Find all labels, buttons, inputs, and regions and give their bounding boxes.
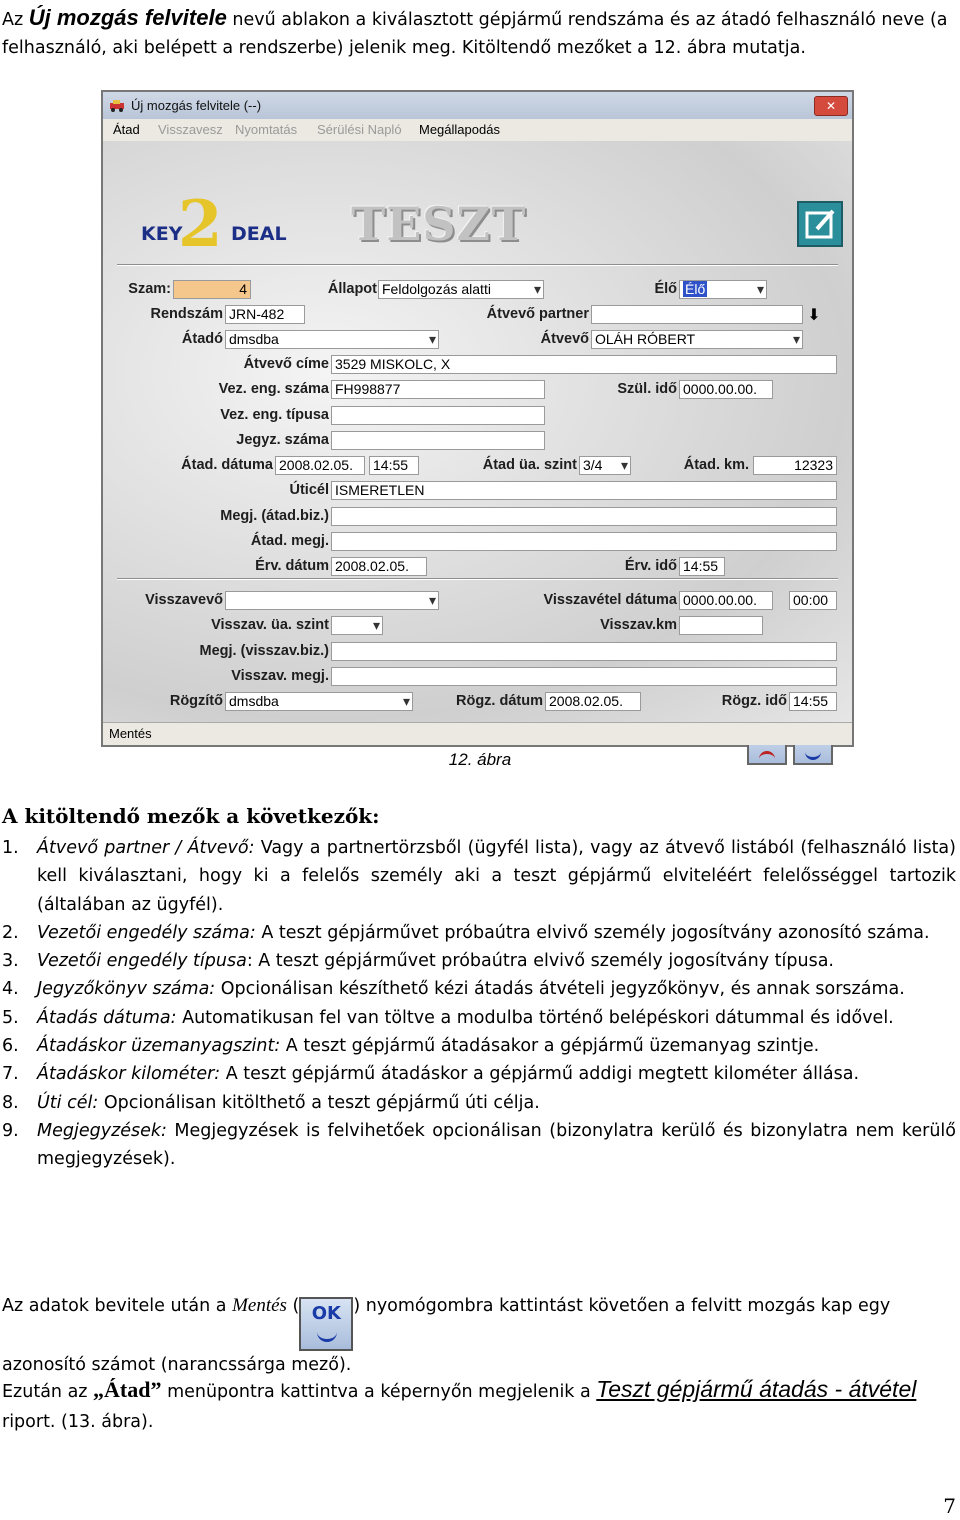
ok-button-icon: [299, 1297, 353, 1351]
list-item: [2, 834, 956, 919]
intro-paragraph: [2, 4, 956, 62]
erv-ido-field[interactable]: 14:55: [679, 557, 725, 576]
label-visszavevo: Visszavevő: [145, 592, 223, 608]
label-atvevo-partner: Átvevő partner: [486, 306, 589, 322]
list-item: [2, 1089, 956, 1117]
window-title: Új mozgás felvitele (--): [131, 98, 262, 113]
outro1-open: (: [286, 1296, 300, 1316]
statusbar: [103, 722, 852, 745]
label-atad-datuma: Átad. dátuma: [181, 457, 273, 473]
list-number: 5.: [2, 1007, 19, 1028]
visszavetel-datuma-field[interactable]: 0000.00.00.: [679, 591, 773, 610]
logo-deal: DEAL: [231, 223, 287, 245]
menu-atad[interactable]: Átad: [113, 122, 140, 137]
label-elo: Élő: [654, 281, 677, 297]
atad-datuma-field[interactable]: 2008.02.05.: [275, 456, 365, 475]
atad-ua-szint-select[interactable]: 3/4 ▾: [579, 456, 631, 475]
label-atado: Átadó: [181, 331, 223, 347]
outro2-report-name: Teszt gépjármű átadás - átvétel: [596, 1376, 917, 1402]
list-number: 1.: [2, 838, 19, 858]
list-text: A teszt gépjármű átadásakor a gépjármű üzemanyag szintje.: [280, 1036, 820, 1057]
label-visszav-km: Visszav.km: [600, 617, 677, 633]
figure-caption: 12. ábra: [448, 750, 512, 769]
list-item: [2, 919, 956, 947]
vez-eng-szama-field[interactable]: FH998877: [331, 380, 545, 399]
list-term: Jegyzőkönyv száma:: [37, 979, 216, 1000]
list-item: [2, 1032, 956, 1060]
divider-top: [117, 264, 838, 266]
label-erv-ido: Érv. idő: [624, 558, 677, 574]
label-visszavetel-datuma: Visszavétel dátuma: [543, 592, 677, 608]
list-number: 6.: [2, 1036, 19, 1057]
megj-atad-biz-field[interactable]: [331, 507, 837, 526]
list-text: Opcionálisan készíthető kézi átadás átvételi jegyzőkönyv, és annak sorszáma.: [215, 979, 905, 1000]
outro2-mid: menüpontra kattintva a képernyőn megjelenik a: [161, 1382, 597, 1402]
form-canvas: [103, 141, 852, 723]
label-erv-datum: Érv. dátum: [255, 558, 329, 574]
intro-rest: nevű ablakon a kiválasztott gépjármű rendszáma és az átadó felhasználó neve (a felhasználó, aki belépett a rendszerbe) jelenik meg. Kitöltendő mezőket a 12. ábra mutatja.: [2, 10, 948, 58]
atvevo-select[interactable]: OLÁH RÓBERT ▾: [591, 330, 803, 349]
label-szul-ido: Szül. idő: [617, 381, 677, 397]
list-term: Átadás dátuma:: [37, 1007, 177, 1028]
divider-middle: [117, 578, 838, 580]
label-jegyz-szama: Jegyz. száma: [236, 432, 329, 448]
vez-eng-tipusa-field[interactable]: [331, 406, 545, 425]
rogzito-select[interactable]: dmsdba ▾: [225, 692, 413, 711]
list-term: Átvevő partner / Átvevő:: [37, 838, 255, 858]
label-rogz-datum: Rögz. dátum: [456, 693, 543, 709]
atado-select[interactable]: dmsdba ▾: [225, 330, 439, 349]
list-term: Átadáskor üzemanyagszint:: [37, 1036, 281, 1057]
label-uticel: Úticél: [289, 482, 329, 498]
arrow-down-icon[interactable]: ⬇: [807, 305, 821, 324]
menu-megallapodas[interactable]: Megállapodás: [419, 122, 500, 137]
list-text: Megjegyzések is felvihetőek opcionálisan (bizonylatra kerülő és bizonylatra nem kerülő megjegyzések).: [37, 1120, 956, 1170]
uticel-field[interactable]: ISMERETLEN: [331, 481, 837, 500]
szul-ido-field[interactable]: 0000.00.00.: [679, 380, 773, 399]
list-term: Vezetői engedély típusa: [37, 951, 247, 972]
list-term: Vezetői engedély száma:: [37, 922, 256, 943]
list-item: [2, 947, 956, 975]
close-button[interactable]: ✕: [814, 96, 848, 116]
label-rogz-ido: Rögz. idő: [721, 693, 787, 709]
rogz-datum-field[interactable]: 2008.02.05.: [545, 692, 641, 711]
intro-window-title: Új mozgás felvitele: [28, 5, 227, 30]
label-atvevo: Átvevő: [540, 331, 589, 347]
label-vez-eng-tipusa: Vez. eng. típusa: [220, 407, 329, 423]
outro2-pre: Ezután az: [2, 1382, 94, 1402]
list-text: Automatikusan fel van töltve a modulba történő belépéskori dátummal és idővel.: [176, 1007, 894, 1028]
list-text: A teszt gépjárművet próbaútra elvivő személy jogosítvány azonosító száma.: [255, 922, 930, 943]
menu-nyomtatas[interactable]: Nyomtatás: [235, 122, 298, 137]
label-allapot: Állapot: [327, 281, 377, 297]
intro-lead: Az: [2, 10, 29, 30]
visszav-megj-field[interactable]: [331, 667, 837, 686]
list-number: 4.: [2, 979, 19, 1000]
visszav-ua-szint-select[interactable]: [331, 616, 383, 635]
menubar: [103, 119, 852, 141]
outro1-pre: Az adatok bevitele után a: [2, 1296, 233, 1316]
elo-selected-value: Élő: [685, 281, 706, 297]
list-text: Opcionálisan kitölthető a teszt gépjármű úti célja.: [98, 1092, 540, 1113]
erv-datum-field[interactable]: 2008.02.05.: [331, 557, 427, 576]
atad-km-field[interactable]: 12323: [753, 456, 837, 475]
label-atad-km: Átad. km.: [683, 457, 749, 473]
list-number: 8.: [2, 1092, 19, 1113]
new-movement-window: [101, 90, 854, 747]
jegyz-szama-field[interactable]: [331, 431, 545, 450]
label-rogzito: Rögzítő: [169, 693, 223, 709]
atvevo-partner-field[interactable]: [591, 305, 803, 324]
visszav-km-field[interactable]: [679, 616, 763, 635]
visszavetel-ido-field[interactable]: 00:00: [789, 591, 837, 610]
list-item: [2, 1004, 956, 1032]
label-atad-ua-szint: Átad üa. szint: [482, 457, 577, 473]
menu-visszavesz[interactable]: Visszavesz: [158, 122, 223, 137]
list-number: 3.: [2, 951, 19, 972]
status-text: Mentés: [109, 726, 152, 741]
list-number: 9.: [2, 1120, 19, 1141]
menu-serulesi-naplo[interactable]: Sérülési Napló: [317, 122, 402, 137]
list-item: [2, 975, 956, 1003]
label-megj-visszav-biz: Megj. (visszav.biz.): [199, 643, 329, 659]
ok-icon-label: OK: [311, 1303, 341, 1324]
teszt-banner: TESZT: [351, 197, 527, 251]
rogz-ido-field[interactable]: 14:55: [789, 692, 837, 711]
section-heading: A kitöltendő mezők a következők:: [2, 804, 380, 828]
list-item: [2, 1060, 956, 1088]
logo-2: 2: [178, 187, 223, 262]
list-number: 7.: [2, 1064, 19, 1085]
label-szam: Szam:: [128, 281, 171, 297]
atad-ido-field[interactable]: 14:55: [369, 456, 419, 475]
label-rendszam: Rendszám: [150, 306, 223, 322]
edit-icon[interactable]: [797, 201, 843, 247]
outro-paragraph-2: [2, 1374, 956, 1437]
allapot-select[interactable]: Feldolgozás alatti ▾: [378, 280, 544, 299]
list-term: Úti cél:: [37, 1092, 99, 1113]
elo-select[interactable]: [679, 280, 767, 299]
page-number: 7: [943, 1494, 956, 1518]
szam-field: 4: [173, 280, 251, 299]
list-text: Vagy a partnertörzsből (ügyfél lista), vagy az átvevő listából (felhasználó lista) kell kiválasztani, hogy ki a felelős személy aki a teszt gépjármű elviteléért felelősséggel tartozik (általában az ügyfél).: [37, 838, 956, 915]
list-text: A teszt gépjármű átadáskor a gépjármű addigi megtett kilométer állása.: [220, 1064, 860, 1085]
outro1-mentes: Mentés: [232, 1295, 287, 1316]
logo-key: KEY: [141, 223, 183, 245]
list-term: Megjegyzések:: [37, 1120, 167, 1141]
list-term: Átadáskor kilométer:: [37, 1064, 221, 1085]
label-visszav-ua-szint: Visszav. üa. szint: [211, 617, 329, 633]
app-icon: [109, 98, 125, 112]
smile-icon: [317, 1329, 337, 1342]
outro1-post: ) nyomógombra kattintást követően a felvitt mozgás kap egy azonosító számot (narancssárga mező).: [2, 1296, 891, 1375]
window-titlebar: [103, 92, 852, 119]
list-text: : A teszt gépjárművet próbaútra elvivő személy jogosítvány típusa.: [246, 951, 834, 972]
label-atvevo-cime: Átvevő címe: [243, 356, 329, 372]
label-megj-atad-biz: Megj. (átad.biz.): [220, 508, 329, 524]
label-vez-eng-szama: Vez. eng. száma: [218, 381, 329, 397]
visszavevo-select[interactable]: [225, 591, 439, 610]
rendszam-field[interactable]: JRN-482: [225, 305, 305, 324]
outro2-post: riport. (13. ábra).: [2, 1412, 154, 1432]
outro-paragraph-1: [2, 1292, 956, 1379]
megj-visszav-biz-field[interactable]: [331, 642, 837, 661]
atvevo-cime-field[interactable]: 3529 MISKOLC, X: [331, 355, 837, 374]
list-item: [2, 1117, 956, 1174]
list-number: 2.: [2, 922, 19, 943]
outro2-atad: „Átad”: [93, 1377, 162, 1402]
field-list: [2, 834, 956, 1174]
atad-megj-field[interactable]: [331, 532, 837, 551]
label-visszav-megj: Visszav. megj.: [231, 668, 329, 684]
label-atad-megj: Átad. megj.: [250, 533, 329, 549]
